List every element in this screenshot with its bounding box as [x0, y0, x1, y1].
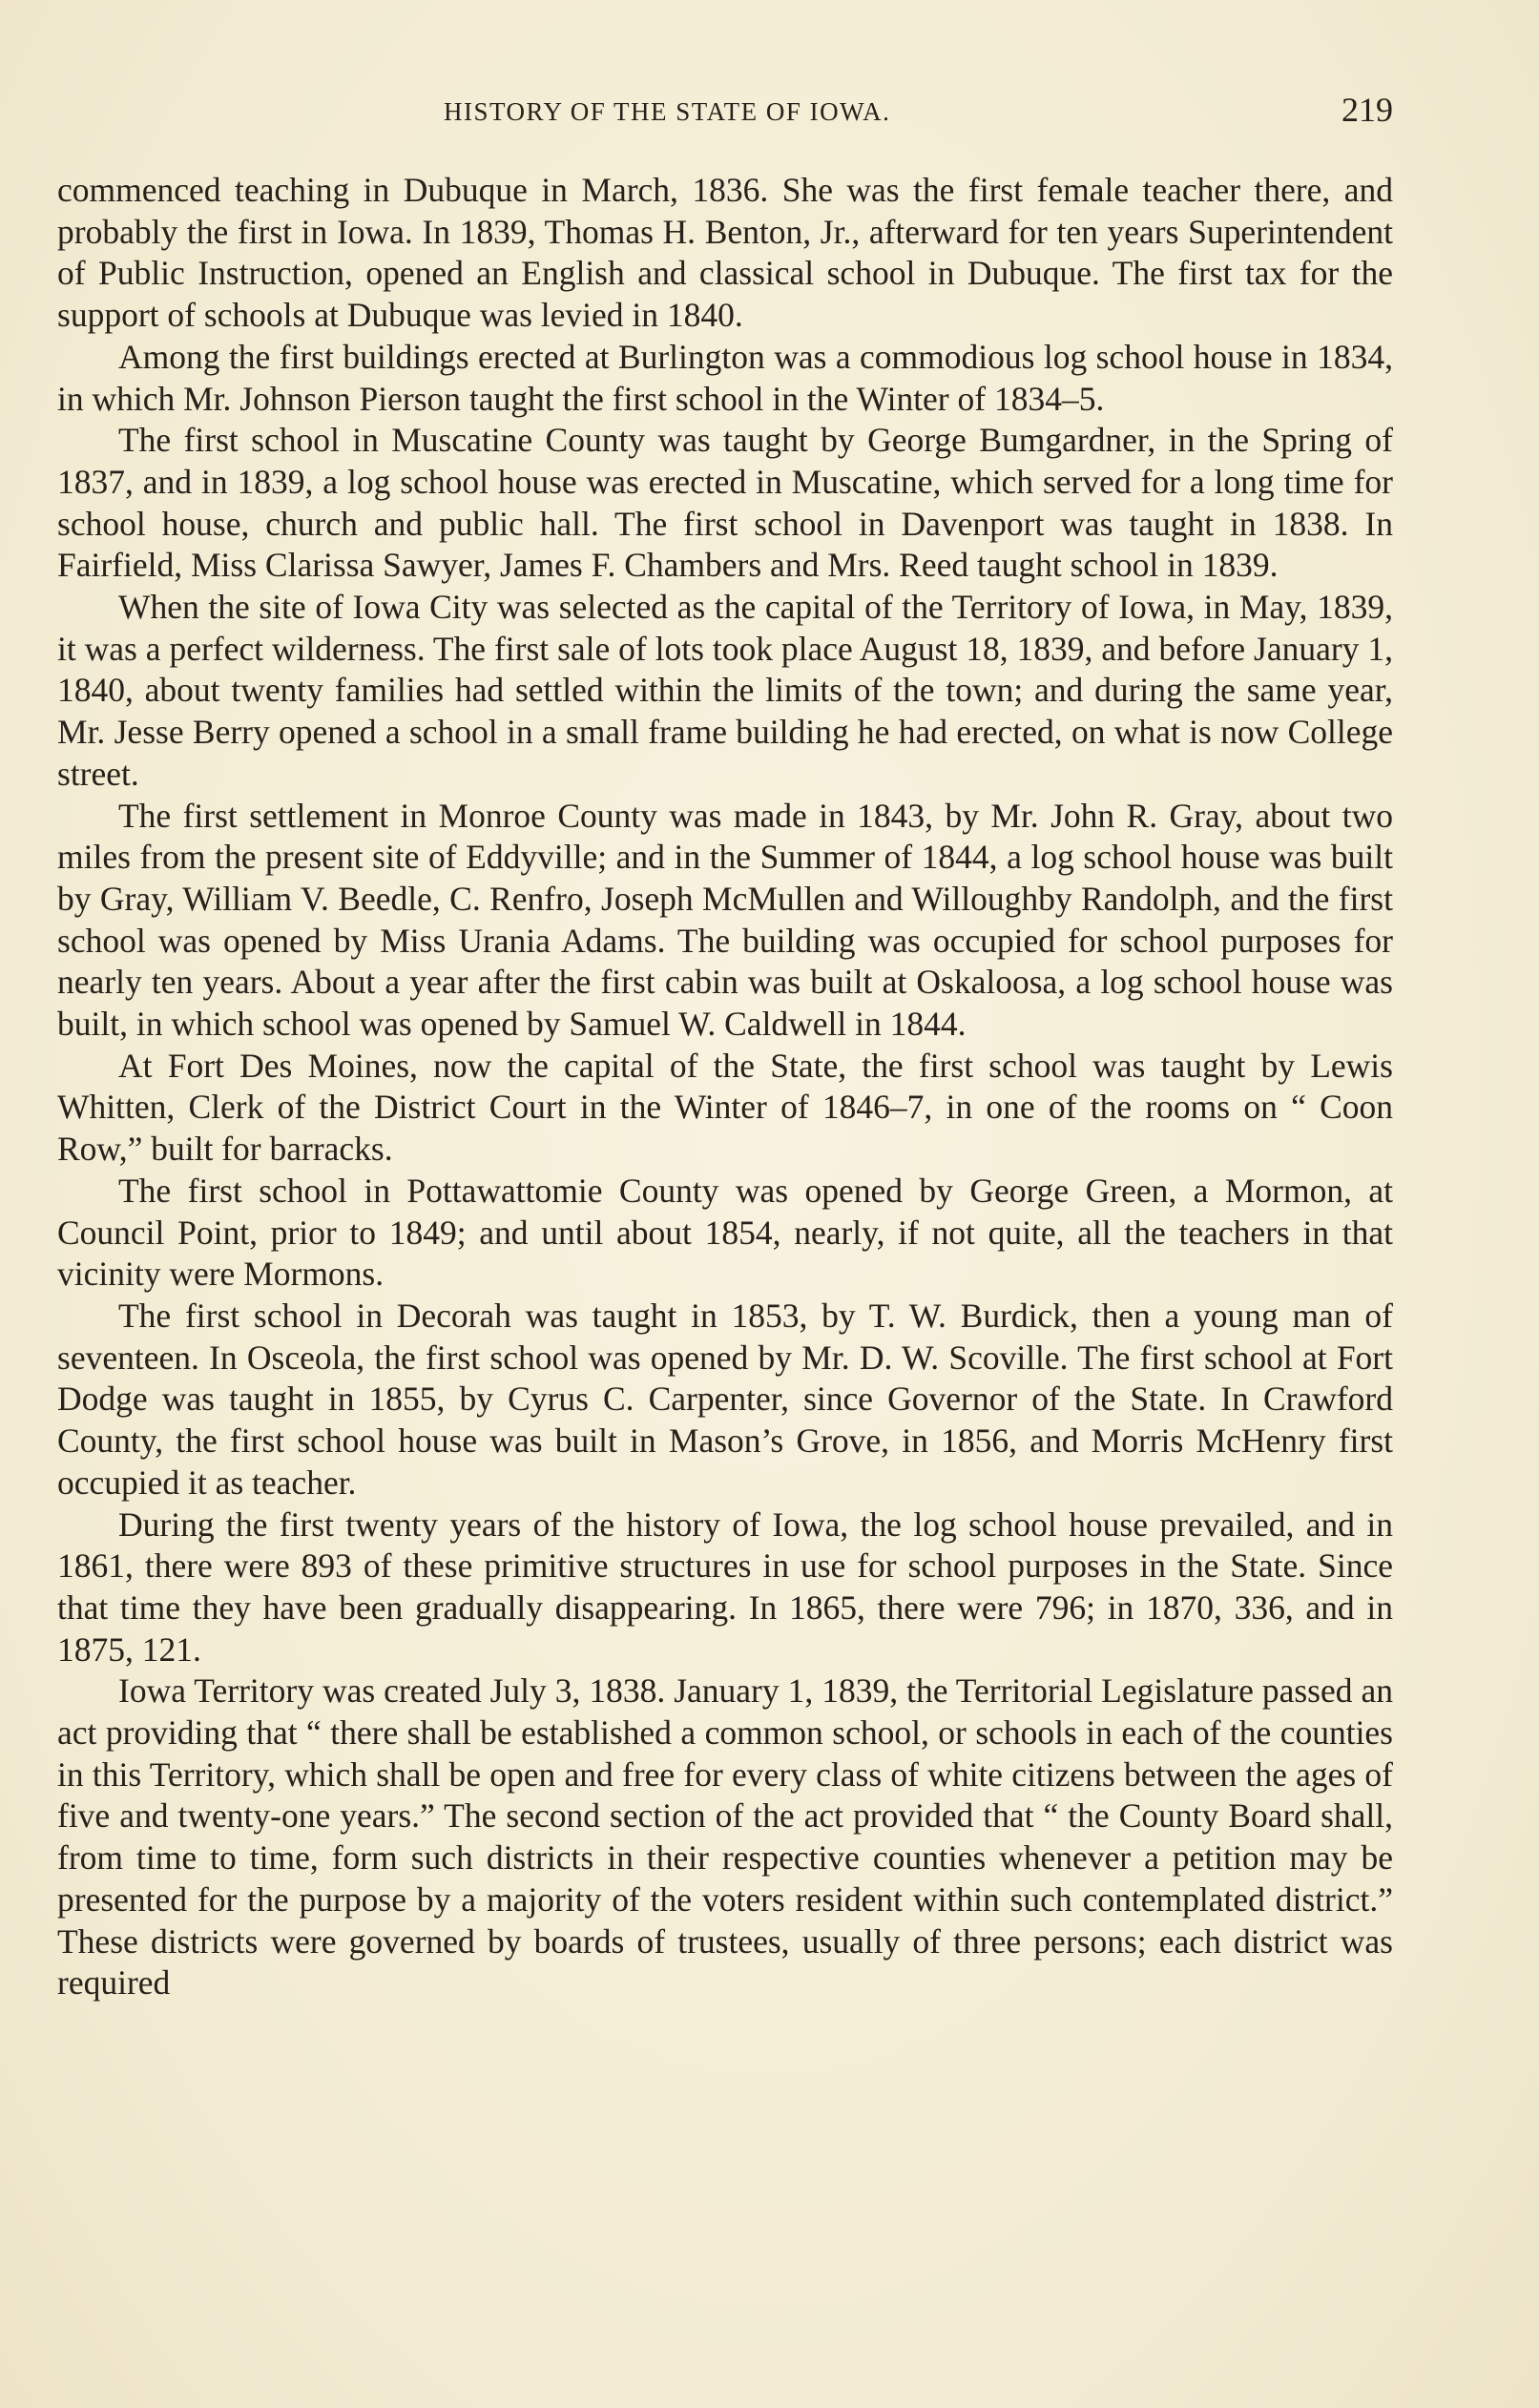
- paragraph: At Fort Des Moines, now the capital of the State, the first school was taught by Lewis Whitten, Clerk of the District Court in the Winter of 1846–7, in one of the rooms on “ Coon Row,” built for barracks.: [57, 1046, 1393, 1169]
- paragraph: The first school in Pottawattomie County was opened by George Green, a Mormon, at Council Point, prior to 1849; and until about 1854, nearly, if not quite, all the teachers in that vicinity were Mormons.: [57, 1171, 1393, 1294]
- paragraph: commenced teaching in Dubuque in March, 1836. She was the first female teacher there, and probably the first in Iowa. In 1839, Thomas H. Benton, Jr., afterward for ten years Superintendent of Public Instruction, opened an English and classical school in Dubuque. The first tax for the support of schools at Dubuque was levied in 1840.: [57, 171, 1393, 335]
- paragraph: When the site of Iowa City was selected as the capital of the Territory of Iowa, in May, 1839, it was a perfect wilderness. The first sale of lots took place August 18, 1839, and before January 1, 1840, about twenty families had settled within the limits of the town; and during the same year, Mr. Jesse Berry opened a school in a small frame building he had erected, on what is now College street.: [57, 588, 1393, 793]
- paragraph: The first school in Decorah was taught in 1853, by T. W. Burdick, then a young man of seventeen. In Osceola, the first school was opened by Mr. D. W. Scoville. The first school at Fort Dodge was taught in 1855, by Cyrus C. Carpenter, since Governor of the State. In Crawford County, the first school house was built in Mason’s Grove, in 1856, and Morris McHenry first occupied it as teacher.: [57, 1296, 1393, 1502]
- paragraph: Among the first buildings erected at Burlington was a commodious log school house in 1834, in which Mr. Johnson Pierson taught the first school in the Winter of 1834–5.: [57, 337, 1393, 418]
- page-number: 219: [1341, 91, 1393, 129]
- paragraph: Iowa Territory was created July 3, 1838. January 1, 1839, the Territorial Legislature passed an act providing that “ there shall be established a common school, or schools in each of the counties in this Territory, which shall be open and free for every class of white citizens between the ages of five and twenty-one years.” The second section of the act provided that “ the County Board shall, from time to time, form such districts in their respective counties whenever a petition may be presented for the purpose by a majority of the voters resident within such contemplated district.” These districts were governed by boards of trustees, usually of three persons; each district was required: [57, 1671, 1393, 2003]
- paragraph: The first settlement in Monroe County was made in 1843, by Mr. John R. Gray, about two miles from the present site of Eddyville; and in the Summer of 1844, a log school house was built by Gray, William V. Beedle, C. Renfro, Joseph McMullen and Willoughby Randolph, and the first school was opened by Miss Urania Adams. The building was occupied for school purposes for nearly ten years. About a year after the first cabin was built at Oskaloosa, a log school house was built, in which school was opened by Samuel W. Caldwell in 1844.: [57, 796, 1393, 1044]
- body-text: [57, 170, 1393, 2004]
- paragraph: The first school in Muscatine County was taught by George Bumgardner, in the Spring of 1837, and in 1839, a log school house was erected in Muscatine, which served for a long time for school house, church and public hall. The first school in Davenport was taught in 1838. In Fairfield, Miss Clarissa Sawyer, James F. Chambers and Mrs. Reed taught school in 1839.: [57, 421, 1393, 585]
- running-head: HISTORY OF THE STATE OF IOWA.: [444, 97, 891, 126]
- paragraph: During the first twenty years of the history of Iowa, the log school house prevailed, and in 1861, there were 893 of these primitive structures in use for school purposes in the State. Since that time they have been gradually disappearing. In 1865, there were 796; in 1870, 336, and in 1875, 121.: [57, 1505, 1393, 1669]
- page-header: [57, 88, 1393, 135]
